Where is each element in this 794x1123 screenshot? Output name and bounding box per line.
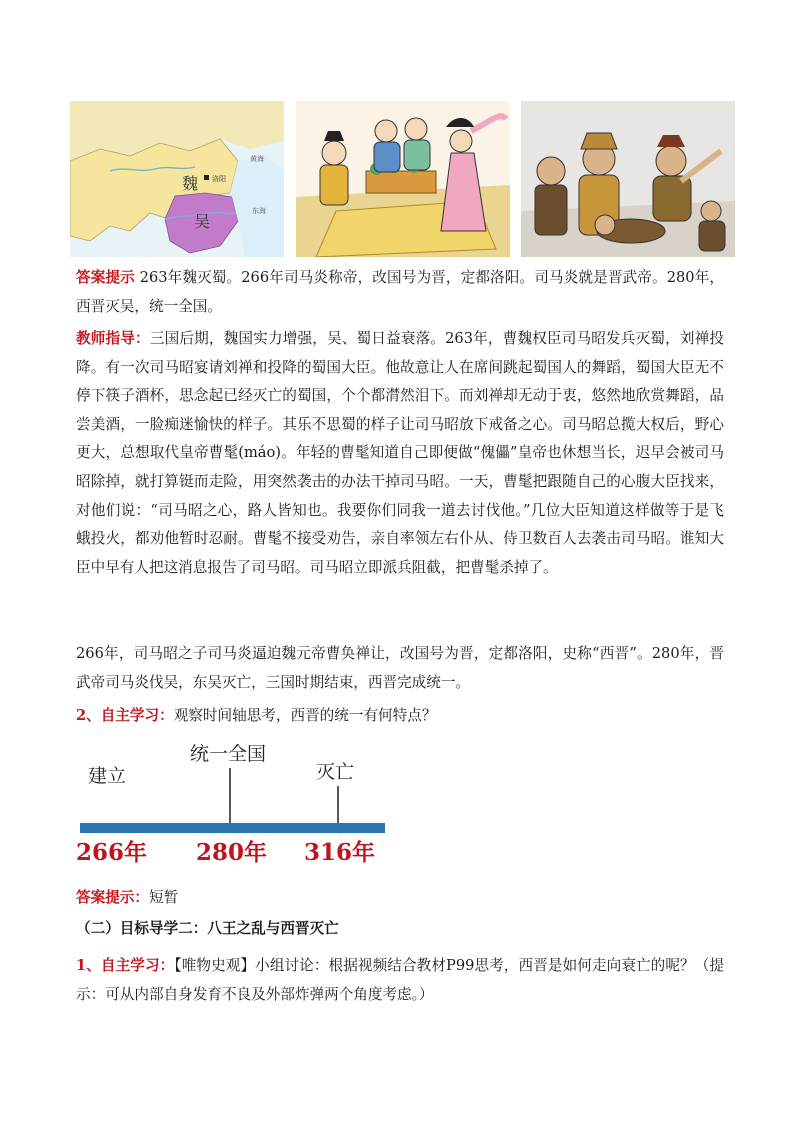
year-316: 316年 <box>304 839 376 866</box>
event-label-unify: 统一全国 <box>190 743 267 765</box>
event-label-establish: 建立 <box>88 765 127 787</box>
map-label-wu: 吴 <box>194 212 211 231</box>
map-label-sea1: 东海 <box>252 207 266 215</box>
year-280: 280年 <box>196 839 268 866</box>
timeline <box>70 738 400 872</box>
self-study-question-2 <box>76 702 724 731</box>
map-label-wei: 魏 <box>182 174 199 193</box>
western-jin-paragraph: 266年，司马昭之子司马炎逼迫魏元帝曹奂禅让，改国号为晋，定都洛阳，史称“西晋”。280年，晋武帝司马炎伐吴，东吴灭亡，三国时期结束，西晋完成统一。 <box>76 645 724 691</box>
self-study-question-3 <box>76 952 724 1009</box>
teacher-guidance-label: 教师指导： <box>76 330 150 347</box>
luoyang-marker <box>204 175 209 180</box>
answer-hint-2 <box>76 884 724 913</box>
answer-hint-2-label: 答案提示： <box>76 889 149 906</box>
answer-hint-label: 答案提示 <box>76 269 135 286</box>
year-266: 266年 <box>76 839 148 866</box>
answer-hint-text: 263年魏灭蜀。266年司马炎称帝，改国号为晋，定都洛阳。司马炎就是晋武帝。280年，西晋灭吴，统一全国。 <box>76 269 724 315</box>
section-heading-2: （二）目标导学二：八王之乱与西晋灭亡 <box>76 920 339 937</box>
map-label-sea2: 黄海 <box>250 155 264 163</box>
answer-hint-1 <box>76 264 724 321</box>
event-label-fall: 灭亡 <box>316 761 355 783</box>
map-image <box>70 101 284 257</box>
timeline-bar <box>80 823 385 833</box>
question-3-label: 1、自主学习： <box>76 957 175 974</box>
soldiers-cartoon-image <box>521 101 735 257</box>
question-label: 2、自主学习： <box>76 707 174 724</box>
banquet-cartoon-image <box>296 101 510 257</box>
teacher-guidance-text: 三国后期，魏国实力增强，吴、蜀日益衰落。263年，曹魏权臣司马昭发兵灭蜀，刘禅投降。有一次司马昭宴请刘禅和投降的蜀国大臣。他故意让人在席间跳起蜀国人的舞蹈，蜀国大臣无不停下筷子酒杯，思念起已经灭亡的蜀国，个个都潸然泪下。而刘禅却无动于衷，悠然地欣赏舞蹈，品尝美酒，一脸痴迷愉快的样子。其乐不思蜀的样子让司马昭放下戒备之心。司马昭总揽大权后，野心更大，总想取代皇帝曹髦(máo)。年轻的曹髦知道自己即便做“傀儡”皇帝也休想当长，迟早会被司马昭除掉，就打算铤而走险，用突然袭击的办法干掉司马昭。一天，曹髦把跟随自己的心腹大臣找来，对他们说：“司马昭之心，路人皆知也。我要你们同我一道去讨伐他。”几位大臣知道这样做等于是飞蛾投火，都劝他暂时忍耐。曹髦不接受劝告，亲自率领左右仆从、侍卫数百人去袭击司马昭。谁知大臣中早有人把这消息报告了司马昭。司马昭立即派兵阻截，把曹髦杀掉了。 <box>76 330 724 576</box>
answer-hint-2-text: 短暂 <box>148 889 179 906</box>
question-text: 观察时间轴思考，西晋的统一有何特点？ <box>173 707 437 724</box>
teacher-guidance <box>76 325 724 582</box>
question-3-text: 【唯物史观】小组讨论：根据视频结合教材P99思考，西晋是如何走向衰亡的呢？（提示：可从内部自身发育不良及外部炸弹两个角度考虑。） <box>76 957 725 1003</box>
map-label-luoyang: 洛阳 <box>212 175 226 183</box>
